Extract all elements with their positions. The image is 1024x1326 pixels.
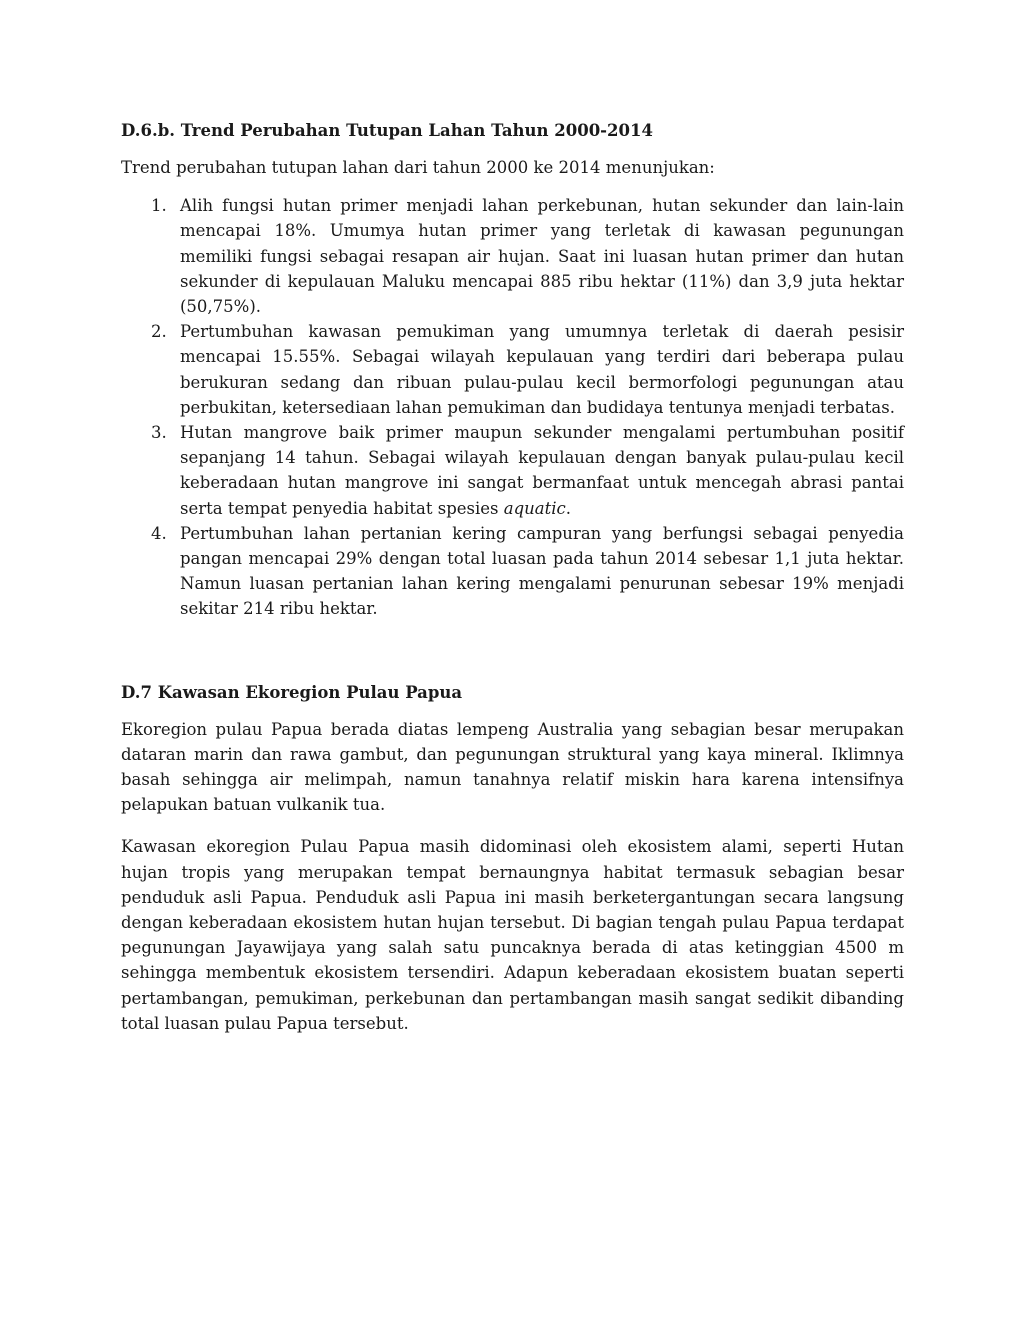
list-item (121, 521, 904, 622)
list-item (121, 319, 904, 420)
list-item-text-end: . (565, 498, 572, 518)
section-d6b-heading: D.6.b. Trend Perubahan Tutupan Lahan Tahun 2000-2014 (121, 121, 653, 140)
section-d6b-intro: Trend perubahan tutupan lahan dari tahun 2000 ke 2014 menunjukan: (121, 158, 715, 177)
list-item-number: 3. (151, 423, 167, 443)
list-item-text: Alih fungsi hutan primer menjadi lahan perkebunan, hutan sekunder dan lain-lain mencapai 18%. Umumya hutan primer yang terletak di kawasan pegunungan memiliki fungsi sebagai resapan air hujan. Saat ini luasan hutan primer dan hutan sekunder di kepulauan Maluku mencapai 885 ribu hektar (11%) dan 3,9 juta hektar (50,75%). (180, 196, 904, 317)
section-d7-paragraph-2: Kawasan ekoregion Pulau Papua masih didominasi oleh ekosistem alami, seperti Hutan hujan tropis yang merupakan tempat bernaungnya habitat termasuk sebagian besar penduduk asli Papua. Penduduk asli Papua ini masih berketergantungan secara langsung dengan keberadaan ekosistem hutan hujan tersebut. Di bagian tengah pulau Papua terdapat pegunungan Jayawijaya yang salah satu puncaknya berada di atas ketinggian 4500 m sehingga membentuk ekosistem tersendiri. Adapun keberadaan ekosistem buatan seperti pertambangan, pemukiman, perkebunan dan pertambangan masih sangat sedikit dibanding total luasan pulau Papua tersebut. (121, 837, 904, 1033)
list-item (121, 420, 904, 521)
list-item-number: 2. (151, 322, 167, 342)
section-d7-heading: D.7 Kawasan Ekoregion Pulau Papua (121, 682, 463, 702)
list-item-text: Pertumbuhan kawasan pemukiman yang umumnya terletak di daerah pesisir mencapai 15.55%. Sebagai wilayah kepulauan yang terdiri dari beberapa pulau berukuran sedang dan ribuan pulau-pulau kecil bermorfologi pegunungan atau perbukitan, ketersediaan lahan pemukiman dan budidaya tentunya menjadi terbatas. (180, 322, 904, 417)
document-page (121, 118, 904, 1036)
list-item-italic-term: aquatic (503, 498, 566, 518)
list-item-number: 4. (151, 523, 167, 543)
section-d7-paragraph-1: Ekoregion pulau Papua berada diatas lempeng Australia yang sebagian besar merupakan dataran marin dan rawa gambut, dan pegunungan struktural yang kaya mineral. Iklimnya basah sehingga air melimpah, namun tanahnya relatif miskin hara karena intensifnya pelapukan batuan vulkanik tua. (121, 719, 904, 815)
list-item-text: Hutan mangrove baik primer maupun sekunder mengalami pertumbuhan positif sepanjang 14 tahun. Sebagai wilayah kepulauan dengan banyak pulau-pulau kecil keberadaan hutan mangrove ini sangat bermanfaat untuk mencegah abrasi pantai serta tempat penyedia habitat spesies (180, 423, 904, 518)
list-item-number: 1. (151, 196, 167, 216)
list-item-text: Pertumbuhan lahan pertanian kering campuran yang berfungsi sebagai penyedia pangan mencapai 29% dengan total luasan pada tahun 2014 sebesar 1,1 juta hektar. Namun luasan pertanian lahan kering mengalami penurunan sebesar 19% menjadi sekitar 214 ribu hektar. (180, 523, 904, 619)
list-item (121, 193, 904, 319)
findings-list (121, 193, 904, 621)
